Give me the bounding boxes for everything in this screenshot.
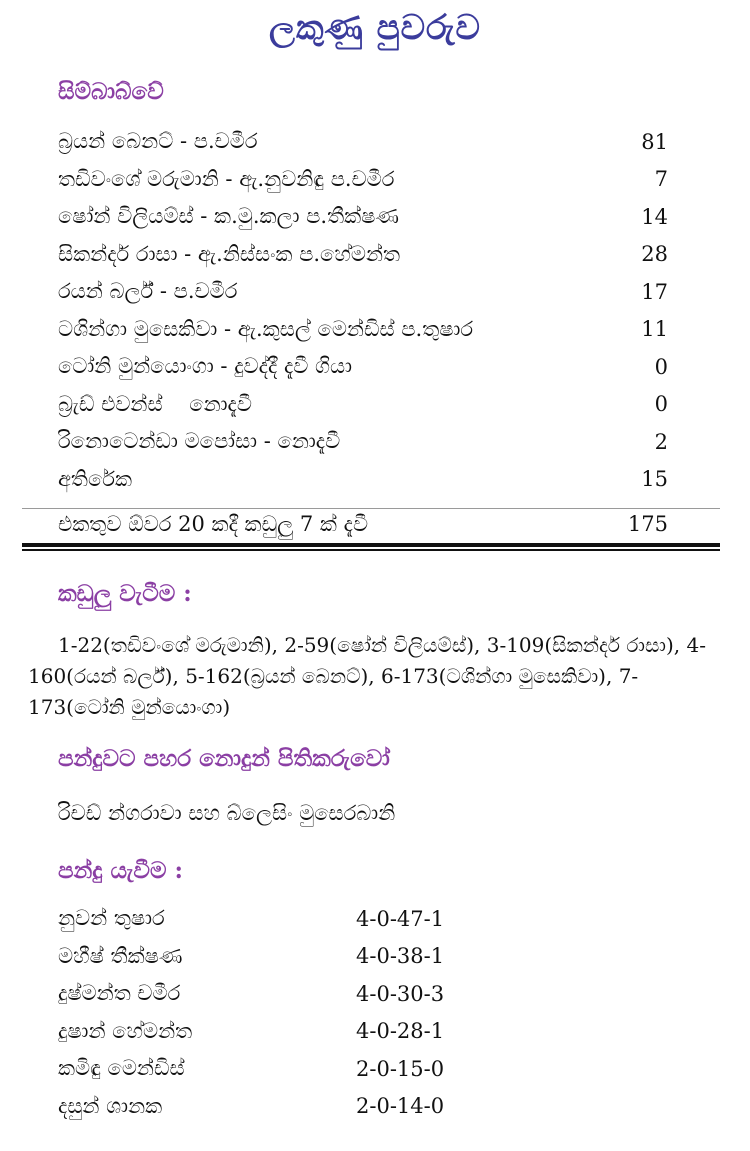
bowling-row xyxy=(58,900,478,938)
batter-runs: 81 xyxy=(641,129,668,154)
bowler-figures: 4-0-28-1 xyxy=(356,1019,445,1044)
batting-row xyxy=(58,161,668,199)
fow-heading: කඩුලු වැටීම : xyxy=(58,580,192,607)
batter-name: සිකන්දර් රාසා - ඇ.නිස්සංක ප.හේමන්ත xyxy=(58,241,401,266)
dnb-heading: පන්දුවට පහර නොදුන් පිතිකරුවෝ xyxy=(58,745,390,772)
bowler-figures: 2-0-15-0 xyxy=(356,1056,445,1081)
batting-row xyxy=(58,348,668,386)
bowling-table xyxy=(58,900,478,1125)
page-title: ලකුණු පුවරුව xyxy=(269,8,481,48)
batter-runs: 0 xyxy=(654,354,668,379)
divider xyxy=(22,508,720,509)
bowling-row xyxy=(58,1013,478,1051)
bowler-name: මහීෂ් තීක්ෂණ xyxy=(58,943,183,968)
batter-name: බ්‍රයන් බෙනට් - ප.චමීර xyxy=(58,129,258,154)
batting-row xyxy=(58,273,668,311)
bowler-figures: 4-0-47-1 xyxy=(356,906,445,931)
batter-name: ටශින්ගා මුසෙකිවා - ඇ.කුසල් මෙන්ඩිස් ප.තුෂාර xyxy=(58,316,474,341)
bowler-name: දුෂාන් හේමන්ත xyxy=(58,1018,193,1043)
batting-heading: සිම්බාබ්වේ xyxy=(58,78,164,105)
bowling-row xyxy=(58,975,478,1013)
total-row xyxy=(58,510,668,538)
batter-runs: 28 xyxy=(641,242,668,267)
divider xyxy=(22,543,720,547)
batter-name: ටෝනි මුන්යොංගා - දුවද්දී දැවී ගියා xyxy=(58,354,353,379)
bowling-heading: පන්දු යැවීම : xyxy=(58,857,183,884)
batter-runs: 7 xyxy=(654,167,668,192)
bowler-name: දුෂ්මන්ත චමීර xyxy=(58,981,181,1006)
batting-row xyxy=(58,386,668,424)
batting-table xyxy=(58,123,668,498)
dnb-text: රිචඩ් න්ගරාවා සහ බ්ලෙසිං මුසෙරබානි xyxy=(58,801,396,825)
batter-runs: 2 xyxy=(654,429,668,454)
batting-row xyxy=(58,423,668,461)
bowling-row xyxy=(58,1050,478,1088)
batter-name: රයන් බර්ල් - ප.චමීර xyxy=(58,279,238,304)
batter-name: ෂෝන් විලියම්ස් - ක.මු.කලා ප.තීක්ෂණ xyxy=(58,204,399,229)
fow-text: 1-22(තඩිවංශේ මරුමානි), 2-59(ෂෝන් විලියම්ස්), 3-109(සිකන්දර් රාසා), 4-160(රයන් බර්ල්), 5-162(බ්‍රයන් බෙනට්), 6-173(ටශින්ගා මුසෙකිවා), 7-173(ටෝනි මුන්යොංගා) xyxy=(28,633,706,719)
batter-runs: 0 xyxy=(654,392,668,417)
batter-name: බ්‍රැඩ් එවන්ස් නොදැවී xyxy=(58,391,252,416)
batting-row xyxy=(58,236,668,274)
batter-runs: 14 xyxy=(641,204,668,229)
total-label: එකතුව ඕවර 20 කදී කඩුලු 7 ක් දැවී xyxy=(58,511,369,536)
bowler-figures: 2-0-14-0 xyxy=(356,1094,445,1119)
bowling-row xyxy=(58,938,478,976)
extras-runs: 15 xyxy=(641,467,668,492)
bowler-name: නුවන් තුෂාර xyxy=(58,906,165,931)
bowler-figures: 4-0-38-1 xyxy=(356,944,445,969)
batting-row xyxy=(58,198,668,236)
total-value: 175 xyxy=(627,512,668,536)
divider xyxy=(22,549,720,551)
bowling-row xyxy=(58,1088,478,1126)
batter-name: රිනොටෙන්ඩා මපෝසා - නොදැවී xyxy=(58,429,341,454)
batting-row xyxy=(58,123,668,161)
bowler-figures: 4-0-30-3 xyxy=(356,981,445,1006)
batting-row xyxy=(58,311,668,349)
batter-runs: 17 xyxy=(641,279,668,304)
batter-name: තඩිවංශේ මරුමානි - ඇ.නුවනිඳු ප.චමීර xyxy=(58,166,395,191)
extras-label: අතිරේක xyxy=(58,466,133,491)
bowler-name: කමිඳු මෙන්ඩිස් xyxy=(58,1056,185,1081)
batter-runs: 11 xyxy=(641,317,668,342)
extras-row xyxy=(58,461,668,499)
bowler-name: දසුන් ශානක xyxy=(58,1093,163,1118)
